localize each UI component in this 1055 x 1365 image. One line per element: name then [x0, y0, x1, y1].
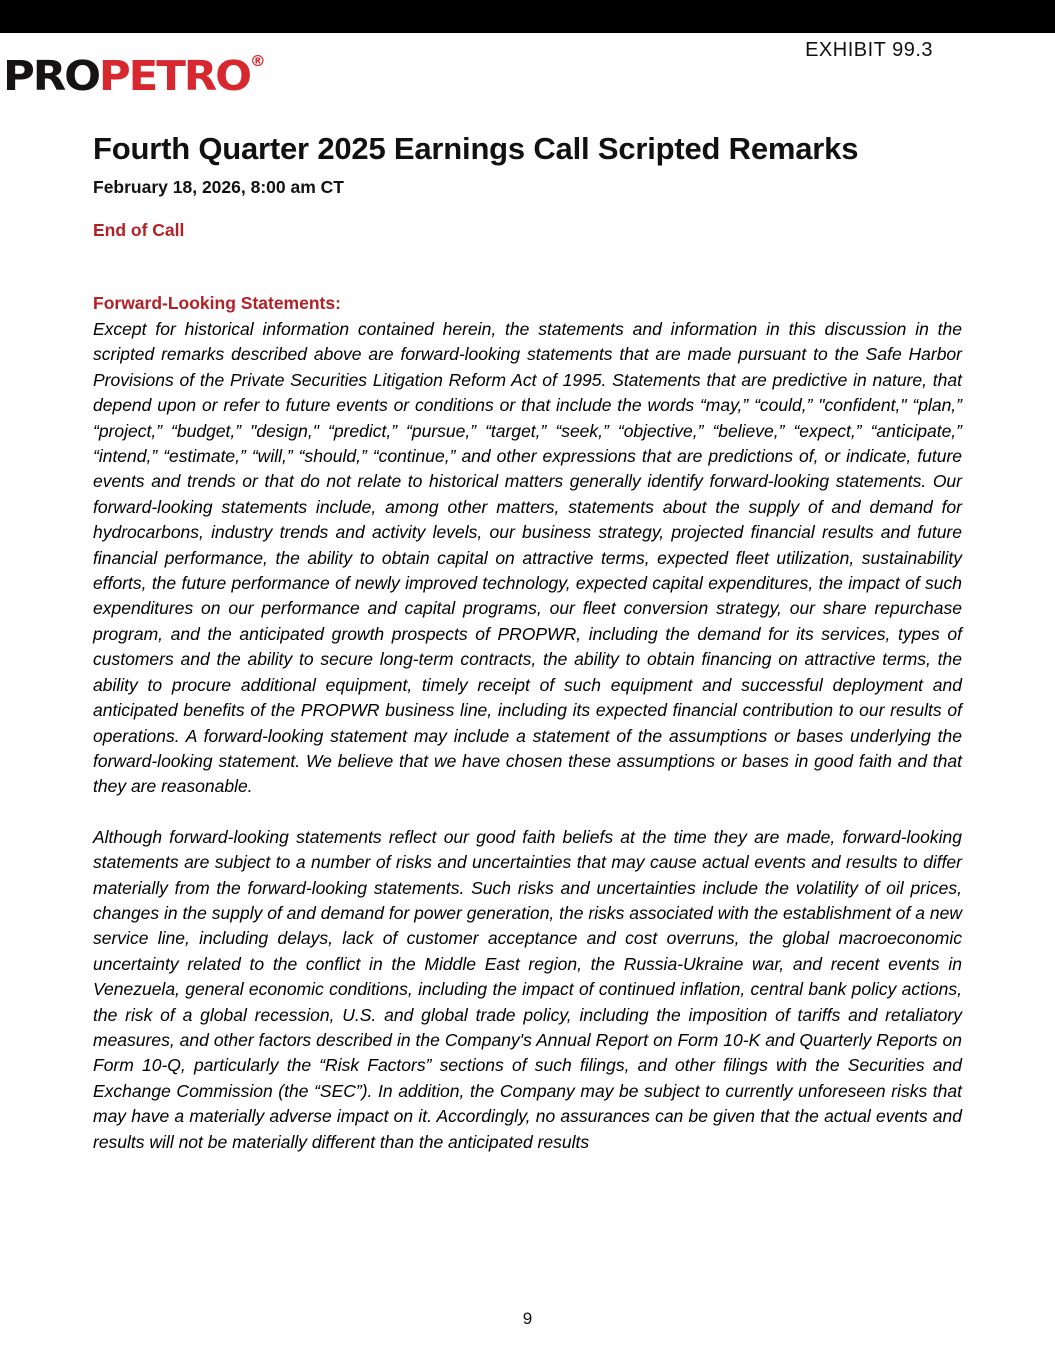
forward-looking-paragraph-2: Although forward-looking statements reflect our good faith beliefs at the time they are made, forward-looking statements are subject to a number of risks and uncertainties that may cause actual events and results to differ materially from the forward-looking statements. Such risks and uncertainties include the volatility of oil prices, changes in the supply of and demand for power generation, the risks associated with the establishment of a new service line, including delays, lack of customer acceptance and cost overruns, the global macroeconomic uncertainty related to the conflict in the Middle East region, the Russia-Ukraine war, and recent events in Venezuela, general economic conditions, including the impact of continued inflation, central bank policy actions, the risk of a global recession, U.S. and global trade policy, including the imposition of tariffs and retaliatory measures, and other factors described in the Company's Annual Report on Form 10-K and Quarterly Reports on Form 10-Q, particularly the “Risk Factors” sections of such filings, and other filings with the Securities and Exchange Commission (the “SEC”). In addition, the Company may be subject to currently unforeseen risks that may have a materially adverse impact on it. Accordingly, no assurances can be given that the actual events and results will not be materially different than the anticipated results [93, 826, 962, 1152]
forward-looking-paragraph-1: Except for historical information contained herein, the statements and information in this discussion in the scripted remarks described above are forward-looking statements that are made pursuant to the Safe Harbor Provisions of the Private Securities Litigation Reform Act of 1995. Statements that are predictive in nature, that depend upon or refer to future events or conditions or that include the words “may,” “could,” "confident," “plan,” “project,” “budget,” "design," “predict,” “pursue,” “target,” “seek,” “objective,” “believe,” “expect,” “anticipate,” “intend,” “estimate,” “will,” “should,” “continue,” and other expressions that are predictions of, or indicate, future events and trends or that do not relate to historical matters generally identify forward-looking statements. Our forward-looking statements include, among other matters, statements about the supply of and demand for hydrocarbons, industry trends and activity levels, our business strategy, projected financial results and future financial performance, the ability to obtain capital on attractive terms, expected fleet utilization, sustainability efforts, the future performance of newly improved technology, expected capital expenditures, the impact of such expenditures on our performance and capital programs, our fleet conversion strategy, our share repurchase program, and the anticipated growth prospects of PROPWR, including the demand for its services, types of customers and the ability to secure long-term contracts, the ability to obtain financing on attractive terms, the ability to procure additional equipment, timely receipt of such equipment and successful deployment and anticipated benefits of the PROPWR business line, including its expected financial contribution to our results of operations. A forward-looking statement may include a statement of the assumptions or bases underlying the forward-looking statement. We believe that we have chosen these assumptions or bases in good faith and that they are reasonable. [93, 319, 962, 797]
page-number: 9 [522, 1309, 533, 1328]
logo-text-pro: PRO [3, 52, 99, 100]
call-datetime: February 18, 2026, 8:00 am CT [93, 177, 344, 197]
page-title: Fourth Quarter 2025 Earnings Call Scripted Remarks [93, 131, 859, 166]
end-of-call-heading: End of Call [93, 220, 185, 240]
registered-trademark-icon: ® [249, 52, 266, 70]
document-content [93, 0, 962, 1155]
logo-text-petro: PETRO [98, 52, 250, 100]
exhibit-label: EXHIBIT 99.3 [805, 39, 933, 61]
forward-looking-statements-heading: Forward-Looking Statements: [93, 293, 341, 313]
